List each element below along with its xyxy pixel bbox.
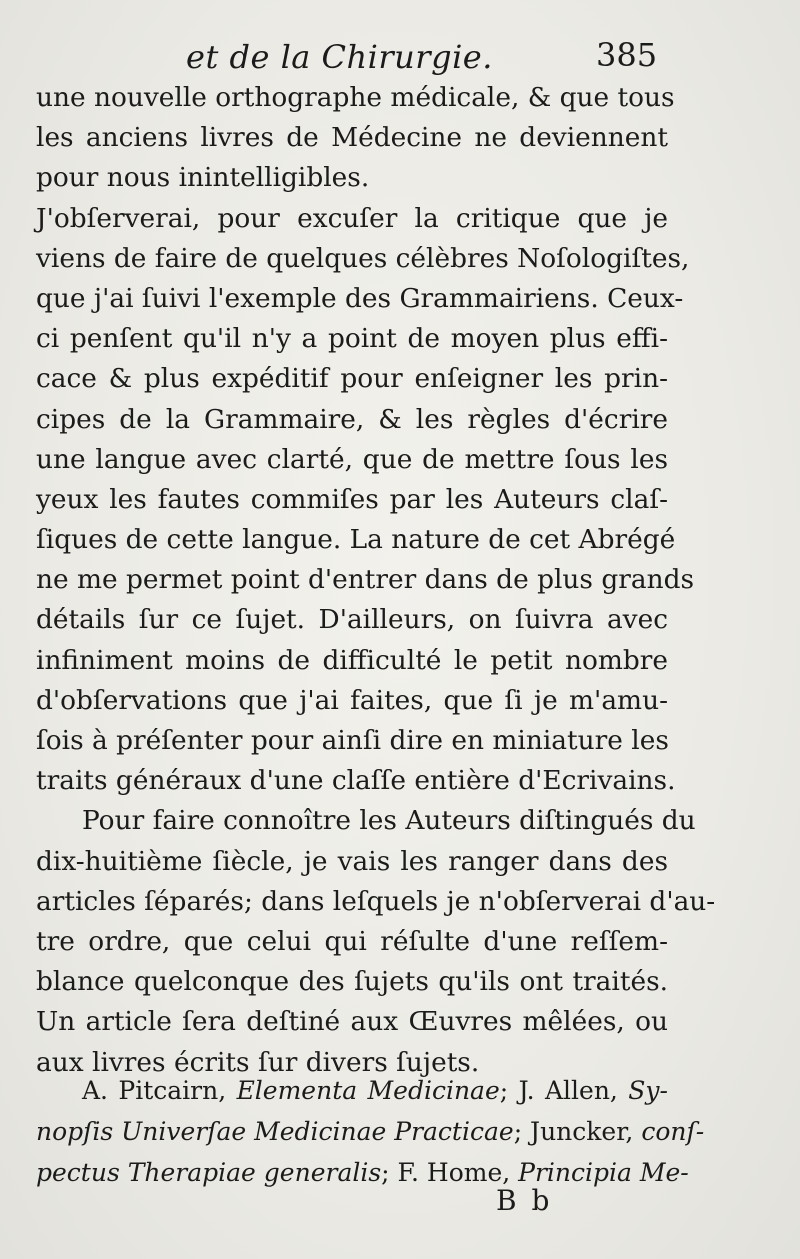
text-line: traits généraux d'une claſſe entière d'Ecrivains. — [36, 765, 676, 797]
citation-line — [36, 1152, 689, 1193]
citation-title: pectus Therapiae generalis — [36, 1158, 382, 1187]
citation-line — [36, 1111, 705, 1152]
text-line: les anciens livres de Médecine ne deviennent — [36, 122, 668, 154]
text-line: articles ſéparés; dans leſquels je n'obſerverai d'au- — [36, 885, 716, 917]
text-line: ſois à préſenter pour ainſi dire en miniature les — [36, 725, 669, 756]
text-line: J'obſerverai, pour excuſer la critique que je — [36, 202, 668, 234]
text-line: viens de faire de quelques célèbres Noſologiſtes, — [36, 242, 690, 274]
text-line: détails ſur ce ſujet. D'ailleurs, on ſuivra avec — [36, 604, 668, 636]
running-title: et de la Chirurgie. — [186, 38, 493, 76]
text-line: infiniment moins de difficulté le petit nombre — [36, 644, 668, 676]
citation-title: nopſis Univerſae Medicinae Practicae — [36, 1117, 514, 1146]
citation-title: conſ- — [641, 1117, 705, 1146]
citation-author: ; Juncker, — [513, 1117, 642, 1146]
text-line: ci penſent qu'il n'y a point de moyen plus effi- — [36, 323, 668, 355]
body-text — [36, 78, 716, 1083]
text-line: Un article ſera deſtiné aux Œuvres mêlées, ou — [36, 1006, 668, 1038]
citation-title: Sy- — [628, 1076, 668, 1105]
page-number: 385 — [596, 36, 658, 74]
text-line: dix-huitième ſiècle, je vais les ranger dans des — [36, 845, 668, 877]
text-line: cipes de la Grammaire, & les règles d'écrire — [36, 403, 668, 435]
citation-block — [36, 1070, 705, 1193]
text-line: tre ordre, que celui qui réſulte d'une reſſem- — [36, 925, 668, 957]
text-line: Pour faire connoître les Auteurs diſtingués du — [82, 805, 696, 837]
text-line: pour nous inintelligibles. — [36, 162, 370, 194]
text-line: ſiques de cette langue. La nature de cet Abrégé — [36, 524, 676, 556]
citation-author: ; F. Home, — [381, 1158, 519, 1187]
text-line: une langue avec clarté, que de mettre ſous les — [36, 443, 668, 475]
page-header — [0, 34, 800, 84]
text-line: cace & plus expéditif pour enſeigner les prin- — [36, 363, 668, 395]
citation-title: Principia Me- — [518, 1158, 689, 1187]
citation-line — [36, 1070, 668, 1111]
signature-mark: B b — [496, 1184, 553, 1217]
text-line: une nouvelle orthographe médicale, & que tous — [36, 82, 675, 113]
citation-title: Elementa Medicinae — [236, 1076, 500, 1105]
text-line: que j'ai ſuivi l'exemple des Grammairiens. Ceux- — [36, 282, 684, 314]
citation-author: ; J. Allen, — [499, 1076, 629, 1105]
text-line: blance quelconque des ſujets qu'ils ont traités. — [36, 966, 668, 998]
text-line: ne me permet point d'entrer dans de plus grands — [36, 564, 695, 596]
text-line: d'obſervations que j'ai faites, que ſi je m'amu- — [36, 684, 668, 716]
citation-author: A. Pitcairn, — [82, 1076, 237, 1105]
text-line: yeux les fautes commiſes par les Auteurs claſ- — [36, 483, 668, 515]
text-line: aux livres écrits ſur divers ſujets. — [36, 1046, 480, 1078]
